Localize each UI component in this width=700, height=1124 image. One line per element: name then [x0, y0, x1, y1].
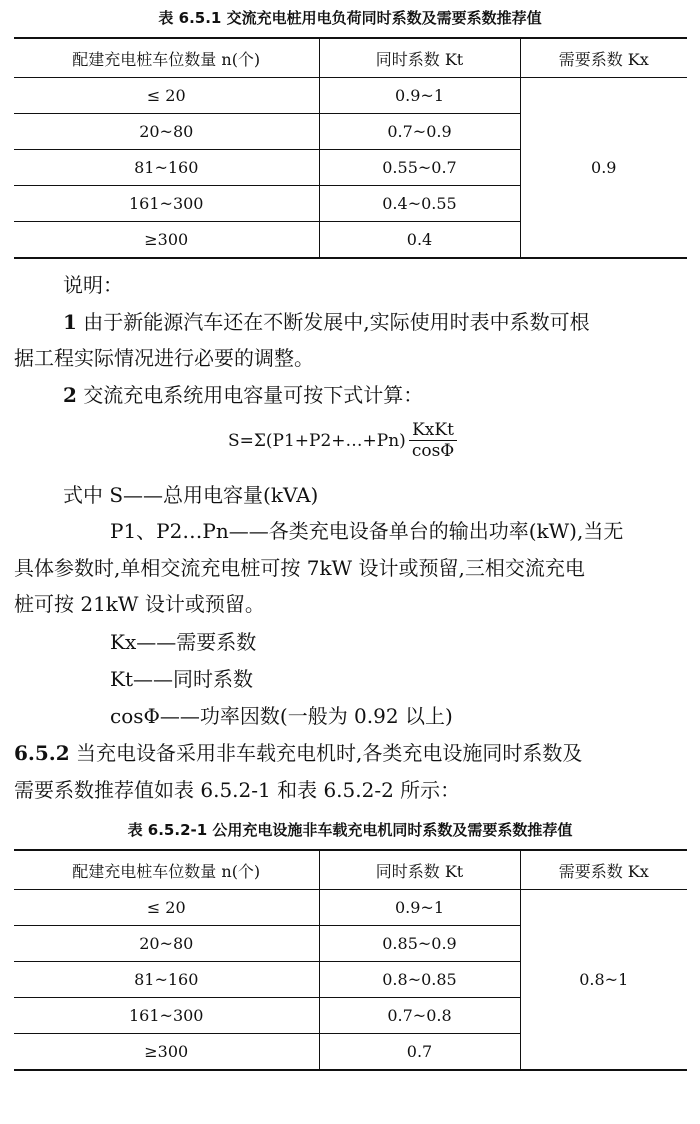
table1-cell-n: 161~300: [14, 186, 319, 222]
formula-main: S=Σ(P1+P2+…+Pn): [228, 430, 406, 451]
table1-cell-kt: 0.4~0.55: [319, 186, 520, 222]
capacity-formula: [228, 420, 457, 461]
section-number: 6.5.2: [14, 741, 70, 765]
table1-header-n: 配建充电桩车位数量 n(个): [14, 38, 319, 78]
table2-cell-kt: 0.8~0.85: [319, 962, 520, 998]
table2-cell-kt: 0.9~1: [319, 890, 520, 926]
table1-cell-n: ≥300: [14, 222, 319, 259]
table1-caption: 表 6.5.1 交流充电桩用电负荷同时系数及需要系数推荐值: [158, 9, 542, 27]
formula-fraction: [409, 420, 457, 461]
table2-cell-n: ≤ 20: [14, 890, 319, 926]
table-row: [14, 890, 687, 926]
table2-cell-n: 20~80: [14, 926, 319, 962]
table-row: [14, 78, 687, 114]
note-2-number: 2: [63, 383, 77, 407]
table2-cell-kt: 0.85~0.9: [319, 926, 520, 962]
formula-denominator: cosΦ: [411, 441, 455, 461]
table2: [14, 849, 687, 1071]
table1-cell-kt: 0.4: [319, 222, 520, 259]
table1-cell-kx: 0.9: [520, 78, 687, 259]
where-kt: Kt——同时系数: [110, 667, 253, 691]
note-1-text: 由于新能源汽车还在不断发展中,实际使用时表中系数可根: [83, 310, 590, 334]
table2-header-row: [14, 850, 687, 890]
section-continuation: 需要系数推荐值如表 6.5.2-1 和表 6.5.2-2 所示：: [14, 778, 461, 802]
section-text: 当充电设备采用非车载充电机时,各类充电设施同时系数及: [76, 741, 583, 765]
formula-numerator: KxKt: [409, 420, 457, 441]
where-p: P1、P2…Pn——各类充电设备单台的输出功率(kW),当无: [110, 519, 624, 543]
section-6-5-2: [14, 739, 582, 767]
table1-cell-n: 81~160: [14, 150, 319, 186]
note-1: [63, 308, 590, 336]
table1-cell-kt: 0.55~0.7: [319, 150, 520, 186]
table1-header-kx: 需要系数 Kx: [520, 38, 687, 78]
table1-header-row: [14, 38, 687, 78]
table1-cell-kt: 0.7~0.9: [319, 114, 520, 150]
table2-caption: 表 6.5.2-1 公用充电设施非车载充电机同时系数及需要系数推荐值: [127, 821, 573, 839]
table2-cell-kt: 0.7~0.8: [319, 998, 520, 1034]
table2-header-kt: 同时系数 Kt: [319, 850, 520, 890]
table1-cell-kt: 0.9~1: [319, 78, 520, 114]
table2-header-n: 配建充电桩车位数量 n(个): [14, 850, 319, 890]
table2-cell-n: 81~160: [14, 962, 319, 998]
table1: [14, 37, 687, 259]
notes-title: 说明：: [63, 273, 123, 297]
note-2-text: 交流充电系统用电容量可按下式计算：: [83, 383, 424, 407]
note-1-continuation: 据工程实际情况进行必要的调整。: [14, 346, 314, 370]
table1-cell-n: 20~80: [14, 114, 319, 150]
table2-cell-n: ≥300: [14, 1034, 319, 1071]
table2-header-kx: 需要系数 Kx: [520, 850, 687, 890]
table2-cell-n: 161~300: [14, 998, 319, 1034]
where-p-continuation-2: 桩可按 21kW 设计或预留。: [14, 592, 265, 616]
where-p-continuation-1: 具体参数时,单相交流充电桩可按 7kW 设计或预留,三相交流充电: [14, 556, 585, 580]
where-cos: cosΦ——功率因数(一般为 0.92 以上): [110, 704, 453, 728]
table2-cell-kx: 0.8~1: [520, 890, 687, 1071]
note-1-number: 1: [63, 310, 77, 334]
note-2: [63, 381, 423, 409]
table1-header-kt: 同时系数 Kt: [319, 38, 520, 78]
table2-cell-kt: 0.7: [319, 1034, 520, 1071]
where-kx: Kx——需要系数: [110, 630, 257, 654]
where-s: 式中 S——总用电容量(kVA): [63, 483, 319, 507]
table1-cell-n: ≤ 20: [14, 78, 319, 114]
